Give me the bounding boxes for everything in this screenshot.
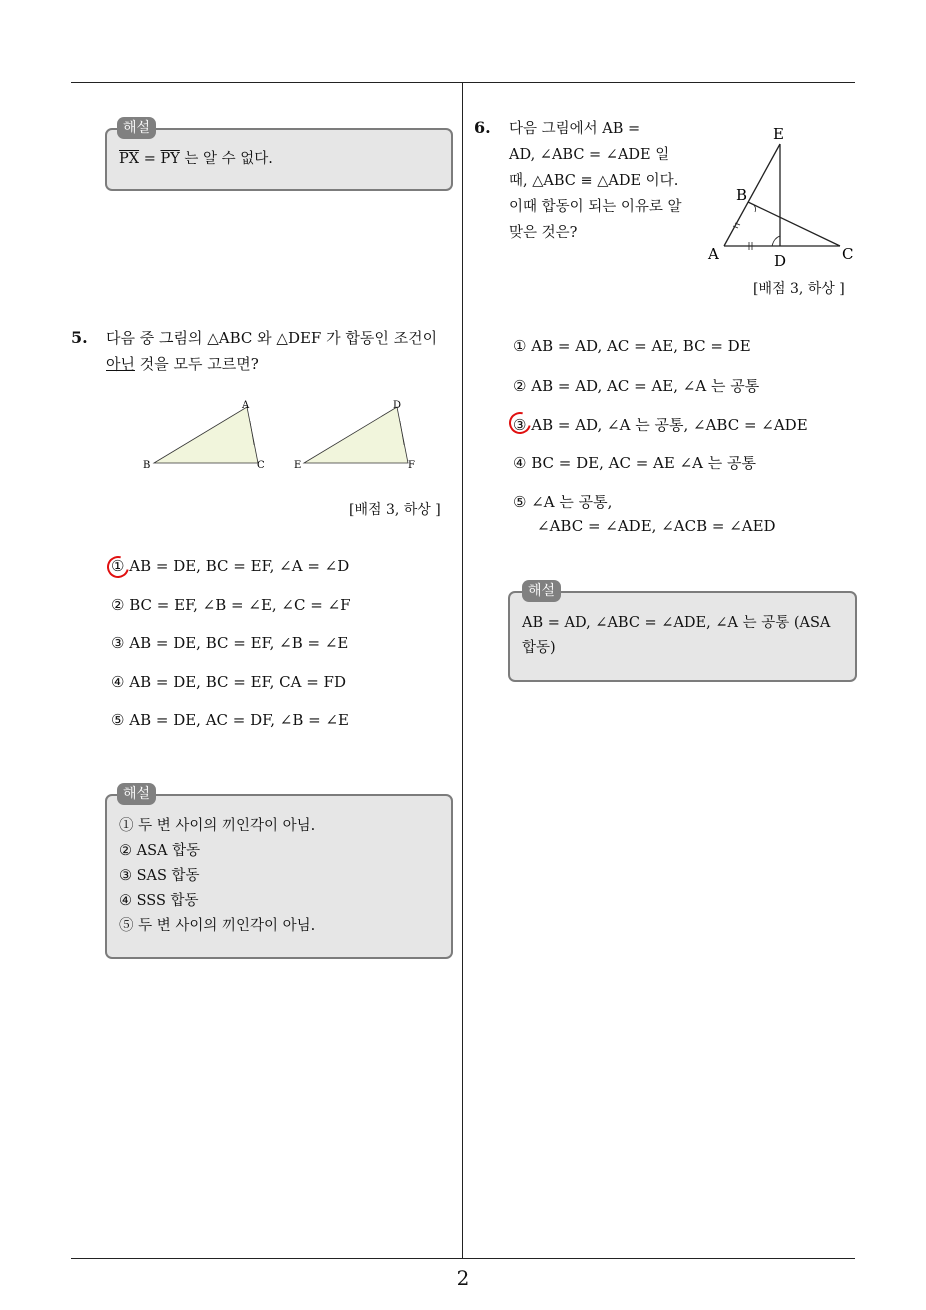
q5-option-3-text: AB = DE, BC = EF, ∠B = ∠E	[129, 634, 349, 652]
q6-stem-line-4: 이때 합동이 되는 이유로 알	[509, 199, 682, 215]
q6-option-2[interactable]	[513, 375, 759, 396]
column-divider	[462, 83, 463, 1259]
q6-triangle-figure	[700, 122, 860, 272]
q6-option-5[interactable]	[513, 491, 612, 512]
q6-stem-line-3: 때, △ABC ≡ △ADE 이다.	[509, 173, 679, 189]
prev-solution-box	[105, 128, 453, 191]
q5-option-4[interactable]	[111, 673, 346, 691]
prev-solution-sentence: 는 알 수 없다.	[179, 151, 273, 167]
prev-solution-text	[119, 147, 273, 172]
q5-solution-line-5: ⑤ 두 변 사이의 끼인각이 아님.	[119, 918, 316, 934]
q5-option-1[interactable]	[111, 557, 349, 575]
q6-option-2-text: AB = AD, AC = AE, ∠A 는 공통	[531, 377, 760, 395]
q5-solution-tag: 해설	[117, 783, 156, 805]
label-b: B	[143, 460, 151, 471]
label-b: B	[736, 186, 748, 204]
q6-option-1-num: ①	[513, 337, 527, 355]
q5-option-2[interactable]	[111, 596, 351, 614]
label-a: A	[242, 400, 250, 411]
prev-solution-tag: 해설	[117, 117, 156, 139]
q6-score: [배점 3, 하상 ]	[753, 281, 845, 297]
q5-stem-line2	[106, 351, 456, 377]
segment-ae	[724, 144, 780, 246]
label-d: D	[774, 252, 787, 270]
angle-d-arc	[772, 236, 780, 246]
q5-stem-rest: 것을 모두 고르면?	[134, 355, 259, 373]
label-d: D	[393, 400, 402, 411]
q5-option-4-num: ④	[111, 673, 125, 691]
q5-triangles-figure	[140, 395, 430, 475]
q5-solution-line-1: ① 두 변 사이의 끼인각이 아님.	[119, 818, 316, 834]
page-number: 2	[456, 1266, 470, 1290]
q5-option-4-text: AB = DE, BC = EF, CA = FD	[129, 673, 346, 691]
label-e: E	[773, 125, 784, 143]
q6-solution-line-2: 합동)	[522, 640, 556, 656]
q6-option-5-line2: ∠ABC = ∠ADE, ∠ACB = ∠AED	[537, 517, 776, 535]
q5-solution-line-2: ② ASA 합동	[119, 843, 201, 859]
q6-option-1-text: AB = AD, AC = AE, BC = DE	[531, 337, 751, 355]
q5-option-3[interactable]	[111, 634, 348, 652]
q5-solution-line-3: ③ SAS 합동	[119, 868, 200, 884]
q5-stem-emphasis: 아닌	[106, 355, 135, 373]
q6-option-4-text: BC = DE, AC = AE ∠A 는 공통	[531, 454, 757, 472]
q6-number: 6.	[474, 118, 491, 137]
q6-option-4[interactable]	[513, 452, 756, 473]
q6-option-5-text: ∠A 는 공통,	[531, 493, 613, 511]
q5-option-3-num: ③	[111, 634, 125, 652]
q5-option-5-num: ⑤	[111, 711, 125, 729]
triangle-abc	[154, 407, 258, 463]
label-c: C	[842, 245, 854, 263]
label-c: C	[257, 460, 265, 471]
q5-option-2-num: ②	[111, 596, 125, 614]
top-rule	[71, 82, 855, 83]
q5-solution-line-4: ④ SSS 합동	[119, 893, 199, 909]
q5-option-1-num: ①	[111, 557, 125, 575]
q6-solution-lines	[522, 611, 847, 661]
q6-solution-tag: 해설	[522, 580, 561, 602]
q6-stem	[509, 116, 691, 246]
q5-option-5[interactable]	[111, 711, 349, 729]
q5-solution-box	[105, 794, 453, 959]
q6-option-3[interactable]	[513, 414, 808, 435]
q5-stem	[106, 325, 456, 377]
q6-stem-line-5: 맞은 것은?	[509, 225, 578, 241]
equals: =	[139, 151, 161, 167]
bottom-rule	[71, 1258, 855, 1259]
q6-solution-line-1: AB = AD, ∠ABC = ∠ADE, ∠A 는 공통 (ASA	[522, 615, 831, 631]
q6-option-5-num: ⑤	[513, 493, 527, 511]
q6-option-3-text: AB = AD, ∠A 는 공통, ∠ABC = ∠ADE	[531, 416, 808, 434]
q5-number: 5.	[71, 328, 88, 347]
segment-bc	[748, 202, 840, 246]
q6-stem-line-1: 다음 그림에서 AB =	[509, 121, 641, 137]
q5-option-1-text: AB = DE, BC = EF, ∠A = ∠D	[129, 557, 350, 575]
label-a: A	[708, 245, 719, 263]
q6-option-4-num: ④	[513, 454, 527, 472]
triangle-def	[304, 407, 408, 463]
q6-solution-box	[508, 591, 857, 682]
segment-py: $\overline{PY}$	[160, 151, 180, 167]
q5-score: [배점 3, 하상 ]	[349, 502, 441, 518]
q6-option-1[interactable]	[513, 337, 751, 355]
q5-stem-line1: 다음 중 그림의 △ABC 와 △DEF 가 합동인 조건이	[106, 329, 438, 347]
label-f: F	[408, 460, 415, 471]
q6-option-3-num: ③	[513, 416, 527, 434]
q5-option-2-text: BC = EF, ∠B = ∠E, ∠C = ∠F	[129, 596, 351, 614]
label-e: E	[294, 460, 302, 471]
q6-stem-line-2: AD, ∠ABC = ∠ADE 일	[509, 147, 670, 163]
segment-px: $\overline{PX}$	[119, 151, 140, 167]
q5-solution-lines	[119, 814, 315, 939]
q5-option-5-text: AB = DE, AC = DF, ∠B = ∠E	[129, 711, 349, 729]
q6-option-2-num: ②	[513, 377, 527, 395]
